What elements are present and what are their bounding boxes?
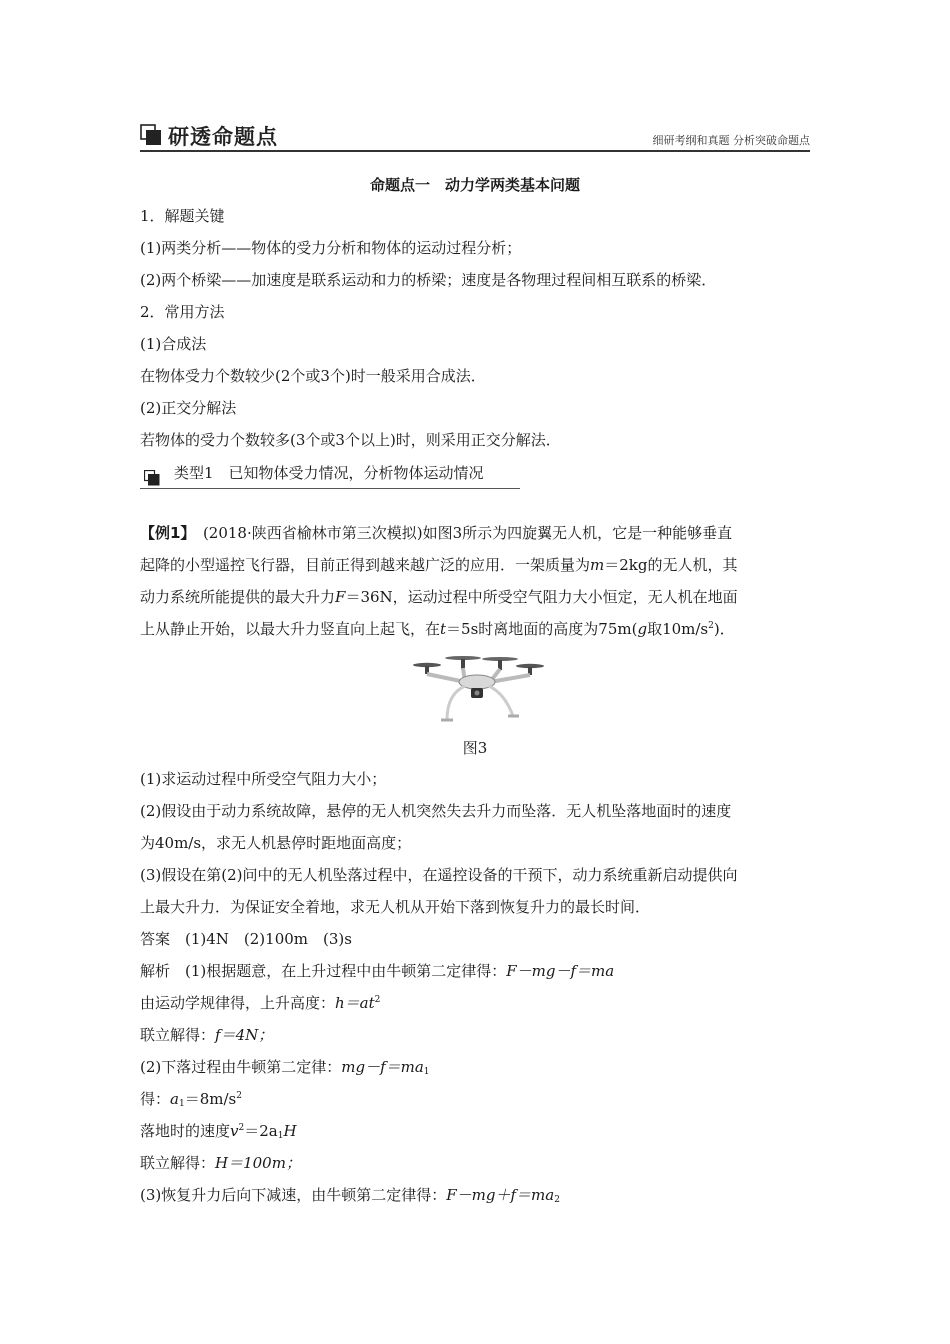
- paragraph: 在物体受力个数较少(2个或3个)时一般采用合成法．: [140, 367, 486, 385]
- solution-line: (2)下落过程由牛顿第二定律：$mg-f=ma_1$: [140, 1058, 430, 1077]
- question-2: (2)假设由于动力系统故障，悬停的无人机突然失去升力而坠落．无人机坠落地面时的速度: [140, 802, 732, 820]
- method-label: (1)合成法: [140, 335, 207, 353]
- figure-caption: 图3: [462, 739, 488, 757]
- type-heading: [140, 458, 520, 490]
- question-3: (3)假设在第(2)问中的无人机坠落过程中，在遥控设备的干预下，动力系统重新启动提供向: [140, 866, 738, 884]
- example-line: 【例1】 (2018·陕西省榆林市第三次模拟)如图3所示为四旋翼无人机，它是一种能够垂直: [140, 524, 733, 542]
- question-2-cont: 为40m/s，求无人机悬停时距地面高度；: [140, 834, 412, 852]
- type-square-icon: [144, 470, 160, 486]
- heading-key-points: 1．解题关键: [140, 207, 225, 225]
- header-title: 研透命题点: [168, 125, 278, 149]
- page-header: [140, 120, 810, 150]
- solution-line: 得：$a_1=8m/s^2$: [140, 1090, 242, 1109]
- paragraph: (2)两个桥梁——加速度是联系运动和力的桥梁；速度是各物理过程间相互联系的桥梁．: [140, 271, 717, 289]
- example-line: 上从静止开始，以最大升力竖直向上起飞，在t＝5s时离地面的高度为75m(g取$10m/s^2$)．: [140, 620, 735, 638]
- section-title: 命题点一 动力学两类基本问题: [369, 176, 580, 194]
- heading-methods: 2．常用方法: [140, 303, 225, 321]
- solution-line: 联立解得：f＝4N；: [140, 1026, 274, 1044]
- solution-line: 由运动学规律得，上升高度：$h=at^2$: [140, 994, 381, 1012]
- example-line: 起降的小型遥控飞行器，目前正得到越来越广泛的应用．一架质量为m＝2kg的无人机，其: [140, 556, 738, 574]
- question-3-cont: 上最大升力．为保证安全着地，求无人机从开始下落到恢复升力的最长时间．: [140, 898, 651, 916]
- paragraph: 若物体的受力个数较多(3个或3个以上)时，则采用正交分解法．: [140, 431, 561, 449]
- section-square-icon: [140, 124, 162, 146]
- solution-line: 联立解得：H＝100m；: [140, 1154, 301, 1172]
- solution-line: (3)恢复升力后向下减速，由牛顿第二定律得：$F-mg+f=ma_2$: [140, 1186, 560, 1205]
- answer-line: 答案 (1)4N (2)100m (3)s: [140, 930, 352, 948]
- solution-line: 解析 (1)根据题意，在上升过程中由牛顿第二定律得：F－mg－f＝ma: [140, 962, 615, 980]
- type-divider: [140, 488, 520, 489]
- header-subtitle: 细研考纲和真题 分析突破命题点: [652, 134, 810, 147]
- method-label: (2)正交分解法: [140, 399, 237, 417]
- paragraph: (1)两类分析——物体的受力分析和物体的运动过程分析；: [140, 239, 522, 257]
- question-1: (1)求运动过程中所受空气阻力大小；: [140, 770, 387, 788]
- example-tag: 【例1】: [140, 524, 188, 542]
- example-line: 动力系统所能提供的最大升力F＝36N，运动过程中所受空气阻力大小恒定，无人机在地面: [140, 588, 738, 606]
- type-heading-label: 类型1 已知物体受力情况，分析物体运动情况: [174, 464, 484, 482]
- solution-line: 落地时的速度$v^2=2a_1H$: [140, 1122, 297, 1141]
- quadcopter-drone-figure: [405, 654, 550, 724]
- header-divider: [140, 150, 810, 152]
